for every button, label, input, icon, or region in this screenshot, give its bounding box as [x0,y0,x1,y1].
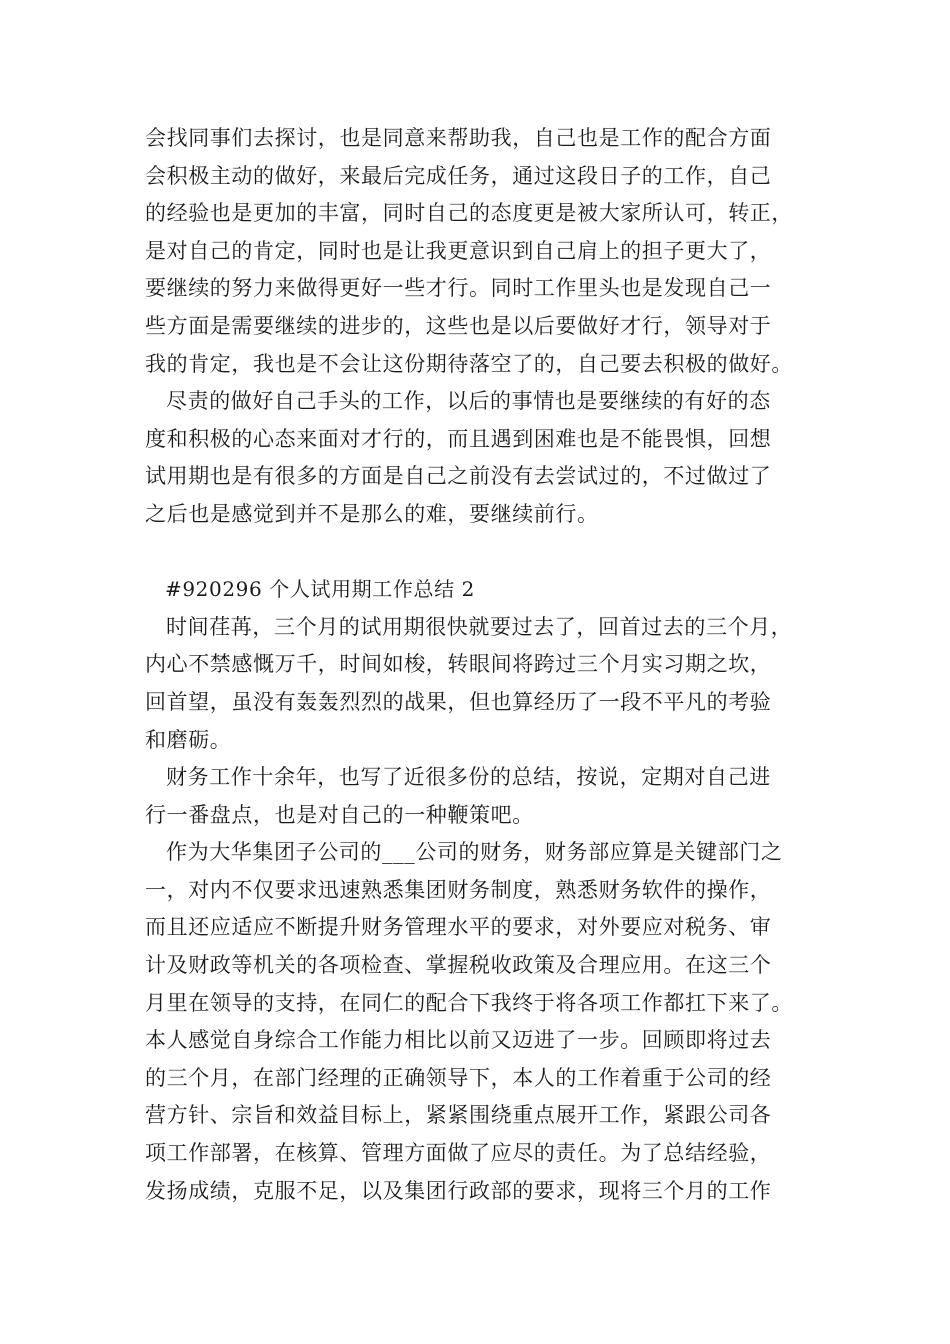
text-line: 尽责的做好自己手头的工作，以后的事情也是要继续的有好的态 [166,389,771,414]
text-line: 我的肯定，我也是不会让这份期待落空了的，自己要去积极的做好。 [145,351,793,376]
text-line: 会找同事们去探讨，也是同意来帮助我，自己也是工作的配合方面 [145,126,772,150]
text-line: 会积极主动的做好，来最后完成任务，通过这段日子的工作，自己 [145,163,772,188]
paragraph-2 [145,383,835,533]
paragraph-3 [145,609,835,759]
text-line: 的三个月，在部门经理的正确领导下，本人的工作着重于公司的经 [145,1065,772,1090]
text-line: 要继续的努力来做得更好一些才行。同时工作里头也是发现自己一 [145,276,772,301]
text-line: 些方面是需要继续的进步的，这些也是以后要做好才行，领导对于 [145,313,772,338]
text-line: 是对自己的肯定，同时也是让我更意识到自己肩上的担子更大了， [145,238,772,263]
text-line: 内心不禁感慨万千，时间如梭，转眼间将跨过三个月实习期之坎， [145,652,772,677]
text-line: 时间荏苒，三个月的试用期很快就要过去了，回首过去的三个月， [166,614,793,639]
text-line: 的经验也是更加的丰富，同时自己的态度更是被大家所认可，转正， [145,201,793,226]
text-line: 项工作部署，在核算、管理方面做了应尽的责任。为了总结经验， [145,1141,772,1166]
text-line: 回首望，虽没有轰轰烈烈的战果，但也算经历了一段不平凡的考验 [145,689,772,714]
text-line: 计及财政等机关的各项检查、掌握税收政策及合理应用。在这三个 [145,953,772,978]
section-heading: #920296 个人试用期工作总结 2 [165,577,475,602]
text-line: 营方针、宗旨和效益目标上，紧紧围绕重点展开工作，紧跟公司各 [145,1103,772,1128]
text-line: 行一番盘点，也是对自己的一种鞭策吧。 [145,802,534,827]
text-line: 试用期也是有很多的方面是自己之前没有去尝试过的，不过做过了 [145,464,772,489]
paragraph-5 [145,834,835,1210]
text-line: 之后也是感觉到并不是那么的难，要继续前行。 [145,501,599,526]
blank-line [145,534,835,572]
text-line: 本人感觉自身综合工作能力相比以前又迈进了一步。回顾即将过去 [145,1028,772,1053]
text-line: 财务工作十余年，也写了近很多份的总结，按说，定期对自己进 [166,765,771,790]
paragraph-1 [145,120,835,383]
text-line: 月里在领导的支持，在同仁的配合下我终于将各项工作都扛下来了。 [145,990,793,1015]
text-line: 而且还应适应不断提升财务管理水平的要求，对外要应对税务、审 [145,915,772,940]
text-line: 和磨砺。 [145,727,232,752]
paragraph-4 [145,759,835,834]
text-line: 度和积极的心态来面对才行的，而且遇到困难也是不能畏惧，回想 [145,426,772,451]
document-page [145,120,835,1210]
text-line: 一，对内不仅要求迅速熟悉集团财务制度，熟悉财务软件的操作， [145,877,772,902]
text-line: 作为大华集团子公司的___公司的财务，财务部应算是关键部门之 [166,840,783,865]
text-line: 发扬成绩，克服不足，以及集团行政部的要求，现将三个月的工作 [145,1178,772,1203]
